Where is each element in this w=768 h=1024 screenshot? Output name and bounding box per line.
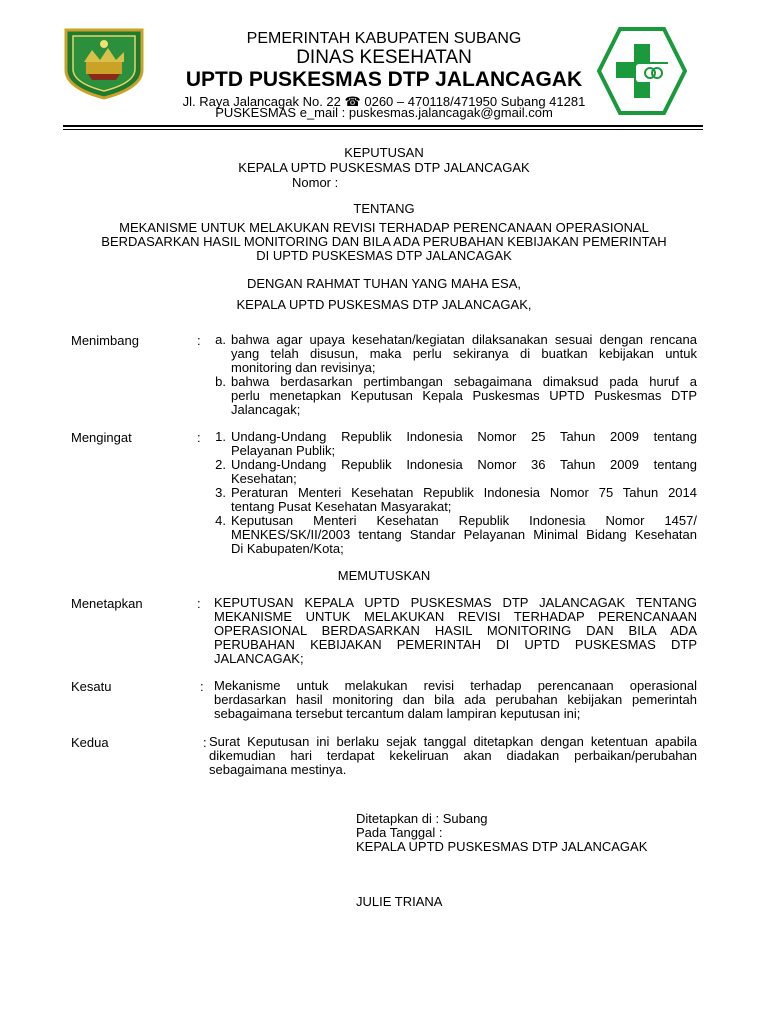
item-marker: 2. — [215, 457, 226, 472]
item-marker: a. — [215, 332, 226, 347]
mengingat-item-3 — [231, 486, 697, 514]
menimbang-item-a — [231, 333, 697, 375]
phone-icon: ☎ — [344, 94, 361, 109]
decree-type: KEPUTUSAN — [344, 145, 424, 160]
puskesmas-logo — [596, 26, 688, 116]
signatory-name: JULIE TRIANA — [356, 894, 443, 909]
item-line: sebagaimana mestinya. — [209, 762, 347, 777]
item-marker: 1. — [215, 429, 226, 444]
item-line: Jalancagak; — [231, 402, 301, 417]
item-line: Keputusan Menteri Kesehatan Republik Indonesia Nomor 1457/ — [231, 513, 697, 528]
item-line: Mekanisme untuk melakukan revisi terhadap perencanaan operasional — [214, 678, 697, 693]
item-line: PERUBAHAN KEBIJAKAN PEMERINTAH DI UPTD PUSKESMAS DTP — [214, 637, 697, 652]
address-prefix: Jl. Raya Jalancagak No. 22 — [182, 94, 341, 109]
menetapkan-text — [214, 596, 697, 666]
mengingat-colon: : — [197, 430, 201, 445]
institution-name: UPTD PUSKESMAS DTP JALANCAGAK — [185, 68, 583, 91]
signature-place: Ditetapkan di : Subang — [356, 811, 488, 826]
item-line: berdasarkan hasil monitoring dan bila ada perubahan kebijakan pemerintah — [214, 692, 697, 707]
item-line: Peraturan Menteri Kesehatan Republik Indonesia Nomor 75 Tahun 2014 — [231, 485, 697, 500]
item-line: MENKES/SK/II/2003 tentang Standar Pelayanan Minimal Bidang Kesehatan — [231, 527, 697, 542]
item-line: Surat Keputusan ini berlaku sejak tanggal ditetapkan dengan ketentuan apabila — [209, 734, 697, 749]
tentang-heading: TENTANG — [353, 201, 415, 216]
item-marker: 4. — [215, 513, 226, 528]
item-line: sebagaimana tersebut tercantum dalam lampiran keputusan ini; — [214, 706, 581, 721]
kesatu-text — [214, 679, 697, 721]
item-line: perlu menetapkan Keputusan Kepala Puskesmas UPTD Puskesmas DTP — [231, 388, 697, 403]
item-line: Pelayanan Publik; — [231, 443, 336, 458]
email-line: PUSKESMAS e_mail : puskesmas.jalancagak@gmail.com — [215, 105, 553, 120]
item-line: Di Kabupaten/Kota; — [231, 541, 344, 556]
item-line: monitoring dan revisinya; — [231, 360, 376, 375]
blessing-line: DENGAN RAHMAT TUHAN YANG MAHA ESA, — [246, 276, 521, 291]
menetapkan-label: Menetapkan — [71, 596, 143, 611]
item-line: tentang Pusat Kesehatan Masyarakat; — [231, 499, 452, 514]
item-line: KEPUTUSAN KEPALA UPTD PUSKESMAS DTP JALANCAGAK TENTANG — [214, 595, 697, 610]
kesatu-colon: : — [200, 679, 204, 694]
mengingat-item-1 — [231, 430, 697, 458]
signature-title: KEPALA UPTD PUSKESMAS DTP JALANCAGAK — [356, 839, 648, 854]
item-line: bahwa agar upaya kesehatan/kegiatan dilaksanakan sesuai dengan rencana — [231, 332, 697, 347]
subject-line: BERDASARKAN HASIL MONITORING DAN BILA ADA PERUBAHAN KEBIJAKAN PEMERINTAH — [101, 234, 667, 249]
menimbang-item-b — [231, 375, 697, 417]
kedua-label: Kedua — [71, 735, 109, 750]
memutuskan-heading: MEMUTUSKAN — [337, 568, 431, 583]
item-marker: b. — [215, 374, 226, 389]
header-rule-thick — [63, 125, 703, 127]
kesatu-label: Kesatu — [71, 679, 112, 694]
item-line: OPERASIONAL BERDASARKAN HASIL MONITORING DAN BILA ADA — [214, 623, 697, 638]
item-line: Undang-Undang Republik Indonesia Nomor 25 Tahun 2009 tentang — [231, 429, 697, 444]
signature-date: Pada Tanggal : — [356, 825, 443, 840]
item-marker: 3. — [215, 485, 226, 500]
kedua-text — [209, 735, 697, 777]
mengingat-item-2 — [231, 458, 697, 486]
item-line: Kesehatan; — [231, 471, 297, 486]
agency-name: DINAS KESEHATAN — [296, 47, 472, 68]
menetapkan-colon: : — [197, 596, 201, 611]
item-line: MEKANISME UNTUK MELAKUKAN REVISI TERHADAP PERENCANAAN — [214, 609, 697, 624]
government-name: PEMERINTAH KABUPATEN SUBANG — [246, 30, 522, 47]
subject-line: MEKANISME UNTUK MELAKUKAN REVISI TERHADAP PERENCANAAN OPERASIONAL — [119, 220, 649, 235]
address-suffix: 0260 – 470118/471950 Subang 41281 — [364, 94, 586, 109]
item-line: dikemudian hari terdapat kekeliruan akan diadakan perbaikan/perubahan — [209, 748, 697, 763]
header-rule-thin — [63, 129, 703, 130]
item-line: bahwa berdasarkan pertimbangan sebagaimana dimaksud pada huruf a — [231, 374, 697, 389]
menimbang-label: Menimbang — [71, 333, 139, 348]
item-line: yang telah disusun, maka perlu sekiranya di buatkan kebijakan untuk — [231, 346, 697, 361]
decree-number: Nomor : — [292, 175, 339, 190]
item-line: JALANCAGAK; — [214, 651, 304, 666]
item-line: Undang-Undang Republik Indonesia Nomor 36 Tahun 2009 tentang — [231, 457, 697, 472]
menimbang-colon: : — [197, 333, 201, 348]
mengingat-label: Mengingat — [71, 430, 132, 445]
decree-issuer: KEPALA UPTD PUSKESMAS DTP JALANCAGAK — [238, 160, 530, 175]
issuer-line: KEPALA UPTD PUSKESMAS DTP JALANCAGAK, — [236, 297, 532, 312]
subject-line: DI UPTD PUSKESMAS DTP JALANCAGAK — [256, 248, 512, 263]
kedua-colon: : — [203, 735, 207, 750]
mengingat-item-4 — [231, 514, 697, 556]
